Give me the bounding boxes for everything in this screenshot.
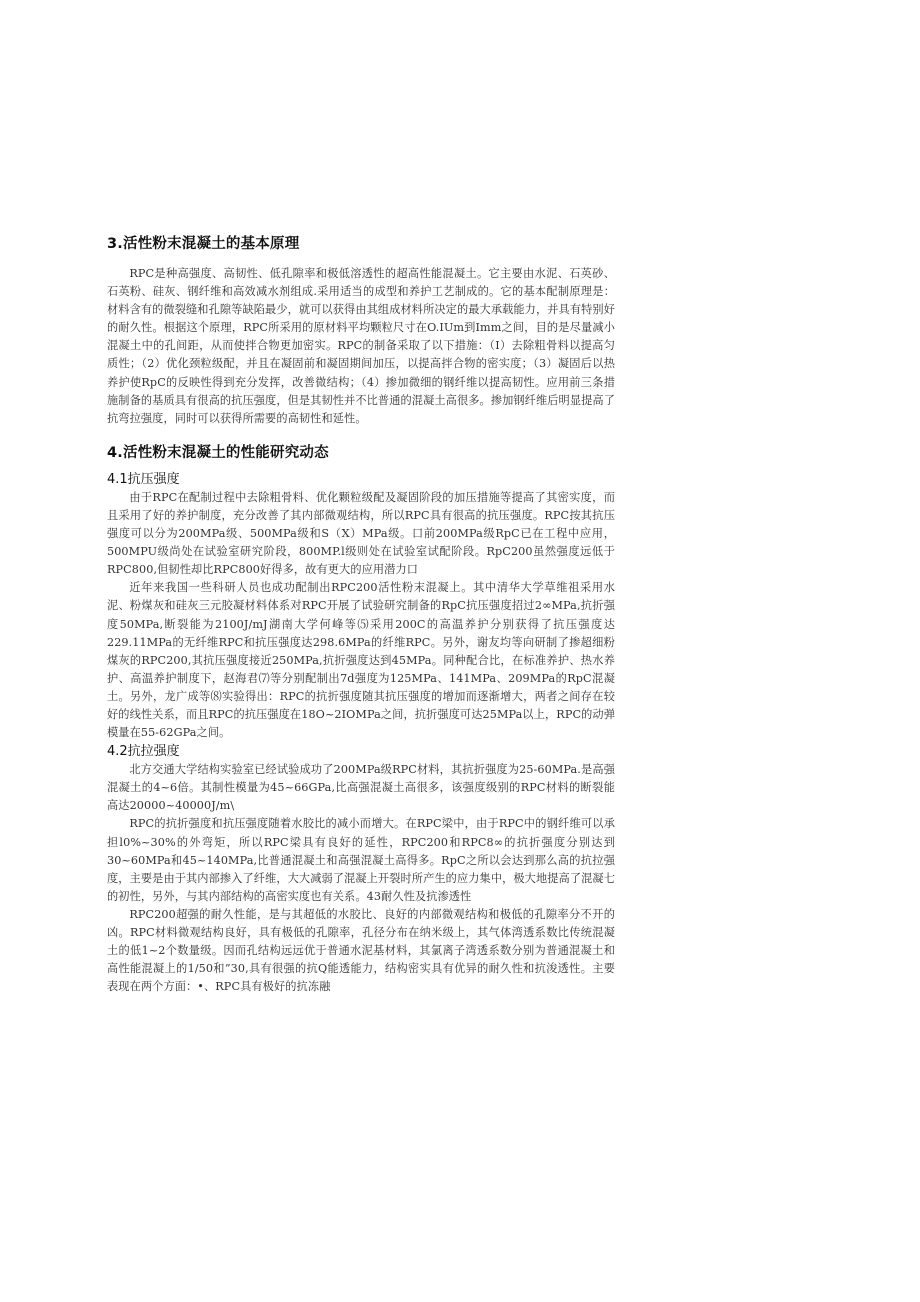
subsection-4-1-heading: 4.1抗压强度: [107, 471, 180, 487]
subsection-4-2-paragraph-3: RPC200超强的耐久性能，是与其超低的水胶比、良好的内部微观结构和极低的孔隙率分不开的凶。RPC材料微观结构良好，具有极低的孔隙率，孔径分布在纳米级上，其气体湾透系数比传统混凝土的低1~2个数量级。因而孔结构远远优于普通水泥基材料，其氯离子湾透系数分别为普通混凝土和高性能混凝上的1/50和”30,具有很强的抗Q能透能力，结构密实具有优异的耐久性和抗浚透性。主要表现在两个方面：•、RPC具有极好的抗冻融: [107, 907, 615, 994]
subsection-4-1-paragraph-2: 近年来我国一些科研人员也成功配制出RPC200活性粉末混凝上。其中清华大学草维祖采用水泥、粉煤灰和硅灰三元胶凝材料体系对RPC开展了试验研究制备的RpC抗压强度招过2∞MPa,抗折强度50MPa,断裂能为2100J/mJ湖南大学何峰等⑸采用200C的高温养护分别获得了抗压强度达229.11MPa的无纤维RPC和抗压强度达298.6MPa的纤维RPC。另外，谢友均等向研制了掺超细粉煤灰的RPC200,其抗压强度接近250MPa,抗折强度达到45MPa。同种配合比，在标准养护、热水养护、高温养护制度下，赵海君⑺等分别配制出7d强度为125MPa、141MPa、209MPa的RpC混凝土。另外，龙广成等⑻实验得出：RPC的抗折强度随其抗压强度的增加而逐渐增大，两者之间存在较好的线性关系，而且RPC的抗压强度在18O~2IOMPa之间，抗折强度可达25MPa以上，RPC的动弹模量在55-62GPa之间。: [107, 581, 615, 740]
subsection-4-1-paragraph-1: 由于RPC在配制过程中去除粗骨料、优化颗粒级配及凝固阶段的加压措施等提高了其密实度，而且采用了好的养护制度，充分改善了其内部微观结构，所以RPC具有很高的抗压强度。RPC按其抗压强度可以分为200MPa级、500MPa级和S（X）MPa级。口前200MPa级RpC已在工程中应用，500MPU级尚处在试验室研究阶段，800MP.l级则处在试验室试配阶段。RpC200虽然强度远低于RPC800,但韧性却比RPC800好得多，故有更大的应用潜力口: [107, 490, 615, 577]
subsection-4-2-paragraph-1: 北方交通大学结构实验室已经试验成功了200MPa级RPC材料，其抗折强度为25-60MPa.是高强混凝土的4~6倍。其制性模量为45~66GPa,比高强混凝土高很多，该强度级别的RPC材料的断裂能高达20000~40000J/m\: [107, 763, 615, 813]
subsection-4-2-paragraph-2: RPC的抗折强度和抗压强度随着水胶比的减小而增大。在RPC梁中，由于RPC中的钢纤维可以承担l0%~30%的外弯矩，所以RPC梁具有良好的延性，RPC200和RPC8∞的抗折强度分别达到30~60MPa和45~140MPa,比普通混凝土和高强混凝土高得多。RpC之所以会达到那么高的抗拉强度，主要是由于其内部掺入了纤维，大大减弱了混凝上开裂时所产生的应力集中，极大地提高了混凝七的初性，另外，与其内部结构的高密实度也有关系。43耐久性及抗渗透性: [107, 817, 615, 903]
section-4-heading: 4.活性粉末混凝土的性能研究动态: [107, 444, 329, 461]
section-3-heading: 3.活性粉末混凝土的基本原理: [107, 236, 300, 252]
section-3-paragraph: RPC是种高强度、高韧性、低孔隙率和极低溶透性的超高性能混凝土。它主要由水泥、石英砂、石英粉、硅灰、钢纤维和高效减水剂组成.采用适当的成型和养护工艺制成的。它的基本配制原理是：材料含有的微裂缝和孔隙等缺陷最少，就可以获得由其组成材料所决定的最大承载能力，并具有特别好的耐久性。根据这个原理，RPC所采用的原材料平均颗粒尺寸在O.IUm到Imm之间，目的是尽量减小混凝土中的孔间距，从而使拌合物更加密实。RPC的制备采取了以下措施：（I）去除粗骨料以提高匀质性；（2）优化颈粒级配，并且在凝固前和凝固期间加压，以提高拌合物的密实度；（3）凝固后以热养护使RpC的反映性得到充分发挥，改善微结构；（4）掺加微细的钢纤维以提高韧性。应用前三条措施制备的基质具有很高的抗压强度，但是其韧性并不比普通的混凝土高很多。掺加钢纤维后明显提高了抗弯拉强度，同时可以获得所需要的高韧性和延性。: [107, 267, 615, 425]
document-body: [107, 231, 615, 996]
subsection-4-2-heading: 4.2抗拉强度: [107, 744, 180, 760]
